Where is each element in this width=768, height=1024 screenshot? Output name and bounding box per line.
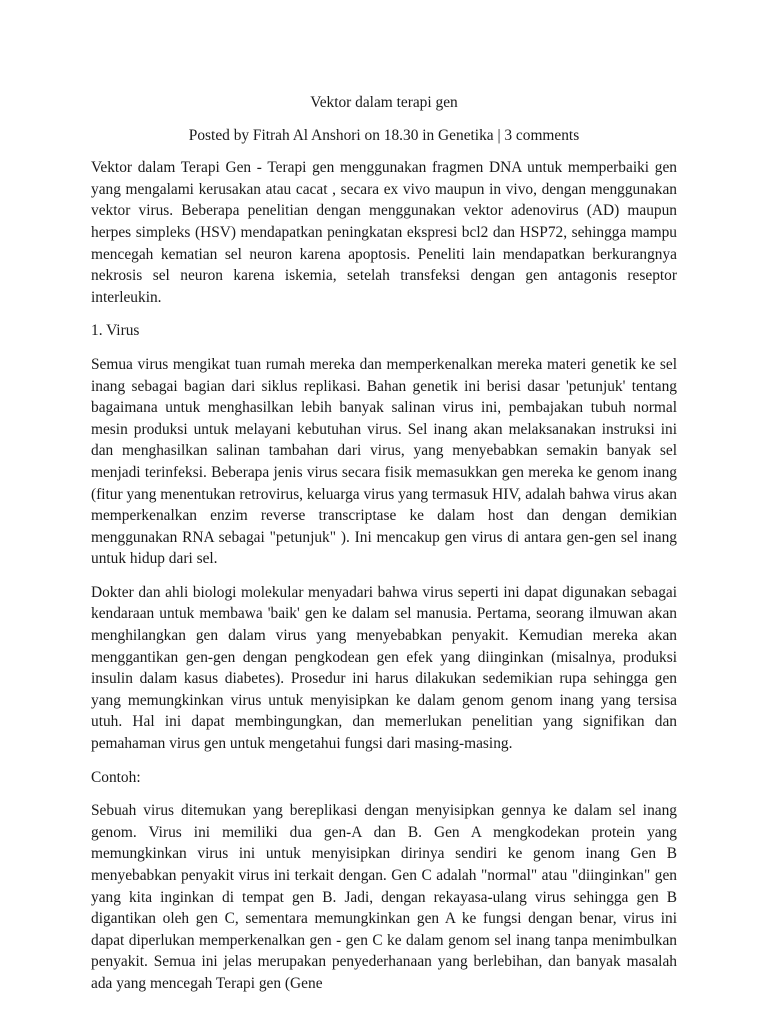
example-heading: Contoh:	[91, 768, 141, 786]
section-heading-virus: 1. Virus	[91, 322, 140, 340]
intro-paragraph: Vektor dalam Terapi Gen - Terapi gen menggunakan fragmen DNA untuk memperbaiki gen yang mengalami kerusakan atau cacat , secara ex vivo maupun in vivo, dengan menggunakan vektor virus. Beberapa penelitian dengan menggunakan vektor adenovirus (AD) maupun herpes simpleks (HSV) mendapatkan peningkatan ekspresi bcl2 dan HSP72, sehingga mampu mencegah kematian sel neuron karena apoptosis. Peneliti lain mendapatkan berkurangnya nekrosis sel neuron karena iskemia, setelah transfeksi dengan gen antagonis reseptor interleukin.	[91, 159, 677, 306]
document-page	[91, 92, 677, 1007]
example-paragraph: Sebuah virus ditemukan yang bereplikasi dengan menyisipkan gennya ke dalam sel inang genom. Virus ini memiliki dua gen-A dan B. Gen A mengkodekan protein yang memungkinkan virus ini untuk menyisipkan dirinya sendiri ke genom inang Gen B menyebabkan penyakit virus ini terkait dengan. Gen C adalah "normal" atau "diinginkan" gen yang kita inginkan di tempat gen B. Jadi, dengan rekayasa-ulang virus sehingga gen B digantikan oleh gen C, sementara memungkinkan gen A ke fungsi dengan benar, virus ini dapat diperlukan memperkenalkan gen - gen C ke dalam genom sel inang tanpa menimbulkan penyakit. Semua ini jelas merupakan penyederhanaan yang berlebihan, dan banyak masalah ada yang mencegah Terapi gen (Gene	[91, 802, 677, 992]
virus-paragraph-1: Semua virus mengikat tuan rumah mereka dan memperkenalkan mereka materi genetik ke sel inang sebagai bagian dari siklus replikasi. Bahan genetik ini berisi dasar 'petunjuk' tentang bagaimana untuk menghasilkan lebih banyak salinan virus ini, pembajakan tubuh normal mesin produksi untuk melayani kebutuhan virus. Sel inang akan melaksanakan instruksi ini dan menghasilkan salinan tambahan dari virus, yang menyebabkan semakin banyak sel menjadi terinfeksi. Beberapa jenis virus secara fisik memasukkan gen mereka ke genom inang (fitur yang menentukan retrovirus, keluarga virus yang termasuk HIV, adalah bahwa virus akan memperkenalkan enzim reverse transcriptase ke dalam host dan dengan demikian menggunakan RNA sebagai "petunjuk" ). Ini mencakup gen virus di antara gen-gen sel inang untuk hidup dari sel.	[91, 355, 677, 568]
virus-paragraph-2: Dokter dan ahli biologi molekular menyadari bahwa virus seperti ini dapat digunakan sebagai kendaraan untuk membawa 'baik' gen ke dalam sel manusia. Pertama, seorang ilmuwan akan menghilangkan gen dalam virus yang menyebabkan penyakit. Kemudian mereka akan menggantikan gen-gen dengan pengkodean gen efek yang diinginkan (misalnya, produksi insulin dalam kasus diabetes). Prosedur ini harus dilakukan sedemikian rupa sehingga gen yang memungkinkan virus untuk menyisipkan ke dalam genom genom inang yang tersisa utuh. Hal ini dapat membingungkan, dan memerlukan penelitian yang signifikan dan pemahaman virus gen untuk mengetahui fungsi dari masing-masing.	[91, 583, 677, 753]
article-title: Vektor dalam terapi gen	[310, 94, 458, 111]
article-byline: Posted by Fitrah Al Anshori on 18.30 in Genetika | 3 comments	[188, 126, 580, 144]
